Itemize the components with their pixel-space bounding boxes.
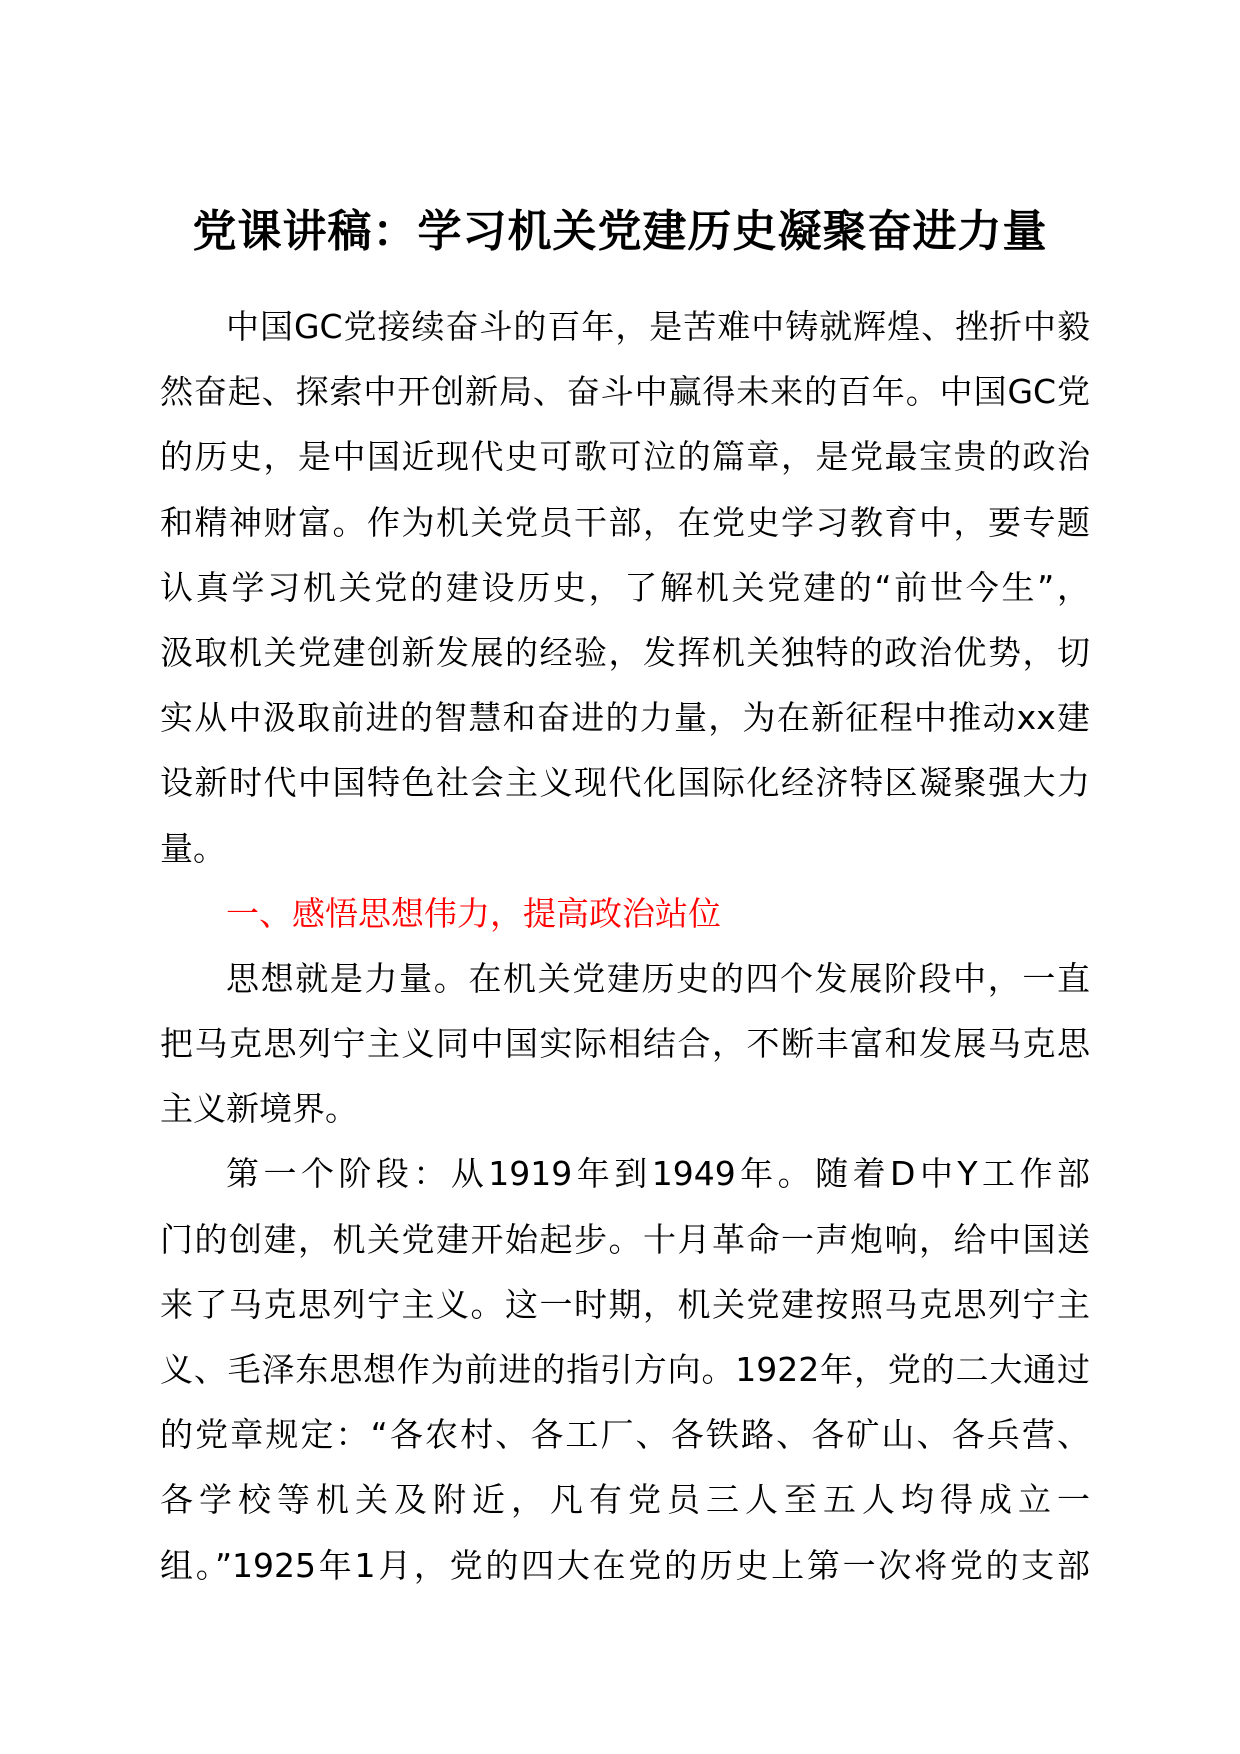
body-line: 门的创建，机关党建开始起步。十月革命一声炮响，给中国送 <box>160 1219 1090 1259</box>
body-line: 来了马克思列宁主义。这一时期，机关党建按照马克思列宁主 <box>160 1284 1090 1324</box>
body-line: 主义新境界。 <box>160 1089 358 1129</box>
document-title: 党课讲稿：学习机关党建历史凝聚奋进力量 <box>192 206 1048 257</box>
body-line: 组。”1925年1月，党的四大在党的历史上第一次将党的支部 <box>160 1545 1090 1585</box>
body-line: 汲取机关党建创新发展的经验，发挥机关独特的政治优势，切 <box>160 632 1090 672</box>
body-line: 的党章规定：“各农村、各工厂、各铁路、各矿山、各兵营、 <box>160 1415 1090 1455</box>
section-heading: 一、感悟思想伟力，提高政治站位 <box>226 893 721 933</box>
body-line: 然奋起、探索中开创新局、奋斗中赢得未来的百年。中国GC党 <box>160 372 1090 412</box>
document-body <box>160 294 1090 1598</box>
body-line: 量。 <box>160 828 226 868</box>
body-line: 实从中汲取前进的智慧和奋进的力量，为在新征程中推动xx建 <box>160 698 1090 738</box>
body-line: 把马克思列宁主义同中国实际相结合，不断丰富和发展马克思 <box>160 1024 1090 1064</box>
body-line: 认真学习机关党的建设历史，了解机关党建的“前世今生”， <box>160 567 1090 607</box>
body-line: 义、毛泽东思想作为前进的指引方向。1922年，党的二大通过 <box>160 1350 1090 1389</box>
body-line: 中国GC党接续奋斗的百年，是苦难中铸就辉煌、挫折中毅 <box>226 307 1090 346</box>
body-line: 思想就是力量。在机关党建历史的四个发展阶段中，一直 <box>226 958 1090 998</box>
body-line: 设新时代中国特色社会主义现代化国际化经济特区凝聚强大力 <box>160 763 1090 803</box>
body-line: 各学校等机关及附近，凡有党员三人至五人均得成立一 <box>160 1480 1090 1520</box>
body-line: 第一个阶段：从1919年到1949年。随着D中Y工作部 <box>226 1154 1090 1194</box>
body-line: 和精神财富。作为机关党员干部，在党史学习教育中，要专题 <box>160 502 1090 542</box>
body-line: 的历史，是中国近现代史可歌可泣的篇章，是党最宝贵的政治 <box>160 437 1090 477</box>
